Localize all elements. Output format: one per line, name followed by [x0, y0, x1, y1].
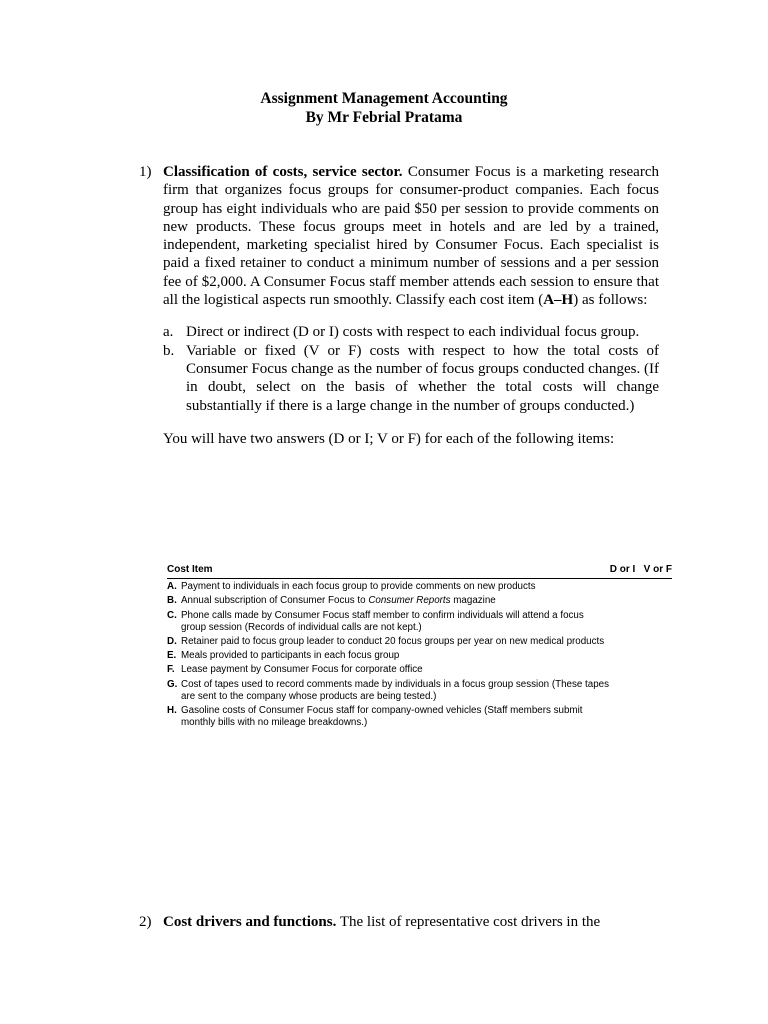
row-text: Phone calls made by Consumer Focus staff member to confirm individuals will attend a focus group session (Records of individual calls are not kept.): [181, 609, 584, 633]
table-row: [167, 610, 672, 634]
question-note: You will have two answers (D or I; V or F) for each of the following items:: [163, 430, 615, 447]
row-letter: E.: [167, 650, 177, 662]
subitem-text: Direct or indirect (D or I) costs with respect to each individual focus group.: [186, 324, 640, 341]
row-text-pre: Annual subscription of Consumer Focus to: [181, 595, 369, 607]
row-text: [181, 595, 611, 607]
row-letter: D.: [167, 636, 177, 648]
subitem-a: [163, 323, 659, 341]
question-heading: Classification of costs, service sector.: [163, 164, 403, 180]
row-text: Gasoline costs of Consumer Focus staff for company-owned vehicles (Staff members submit monthly bills with no mileage breakdowns.): [181, 705, 583, 729]
row-text: Lease payment by Consumer Focus for corporate office: [181, 664, 423, 676]
cost-item-table: [167, 564, 672, 731]
row-text: Payment to individuals in each focus group to provide comments on new products: [181, 581, 536, 593]
subitem-b: [163, 342, 659, 415]
question-2: [139, 913, 659, 931]
question-1: [139, 163, 659, 448]
document-title-block: [0, 89, 768, 127]
document-title: Assignment Management Accounting: [260, 90, 508, 107]
subitem-text: Variable or fixed (V or F) costs with respect to how the total costs of Consumer Focus change as the number of focus groups conducted changes. (If in doubt, select on the basis of whether the total costs will change substantially if there is a large change in the number of groups conducted.): [186, 342, 659, 414]
row-text-post: magazine: [450, 595, 496, 607]
question-number: 1): [139, 164, 152, 180]
question-number: 2): [139, 914, 152, 930]
table-row: [167, 581, 672, 593]
table-row: [167, 664, 672, 676]
question-1-body: [163, 163, 659, 309]
document-author: By Mr Febrial Pratama: [305, 109, 463, 126]
row-letter: G.: [167, 678, 178, 690]
header-classification: D or I V or F: [609, 564, 672, 575]
subitem-list: [163, 323, 659, 414]
table-header: [167, 564, 672, 579]
question-heading: Cost drivers and functions.: [163, 914, 337, 930]
magazine-title: Consumer Reports: [368, 595, 451, 607]
table-row: [167, 636, 672, 648]
question-text: The list of representative cost drivers in the: [336, 914, 601, 930]
header-cost-item: Cost Item: [167, 564, 213, 575]
row-letter: B.: [167, 595, 177, 607]
table-row: [167, 679, 672, 703]
question-2-body: [163, 913, 659, 931]
item-range: A–H: [543, 292, 574, 309]
row-text: Meals provided to participants in each focus group: [181, 650, 400, 662]
row-letter: A.: [167, 581, 177, 593]
row-letter: H.: [167, 705, 177, 717]
row-letter: C.: [167, 609, 177, 621]
subitem-letter: b.: [163, 342, 175, 359]
question-text: Consumer Focus is a marketing research firm that organizes focus groups for consumer-product companies. Each focus group has eight individuals who are paid $50 per session to provide comments on new products. These focus groups meet in hotels and are led by a trained, independent, marketing specialist hired by Consumer Focus. Each specialist is paid a fixed retainer to conduct a minimum number of sessions and a per session fee of $2,000. A Consumer Focus staff member attends each session to ensure that all the logistical aspects run smoothly. Classify each cost item (: [163, 164, 659, 309]
table-row: [167, 650, 672, 662]
question-text-end: ) as follows:: [573, 292, 648, 309]
row-letter: F.: [167, 664, 175, 676]
row-text: Cost of tapes used to record comments made by individuals in a focus group session (These tapes are sent to the company whose products are being tested.): [181, 678, 610, 702]
table-row: [167, 595, 672, 607]
subitem-letter: a.: [163, 324, 174, 341]
table-row: [167, 705, 672, 729]
row-text: Retainer paid to focus group leader to conduct 20 focus groups per year on new medical products: [181, 636, 605, 648]
